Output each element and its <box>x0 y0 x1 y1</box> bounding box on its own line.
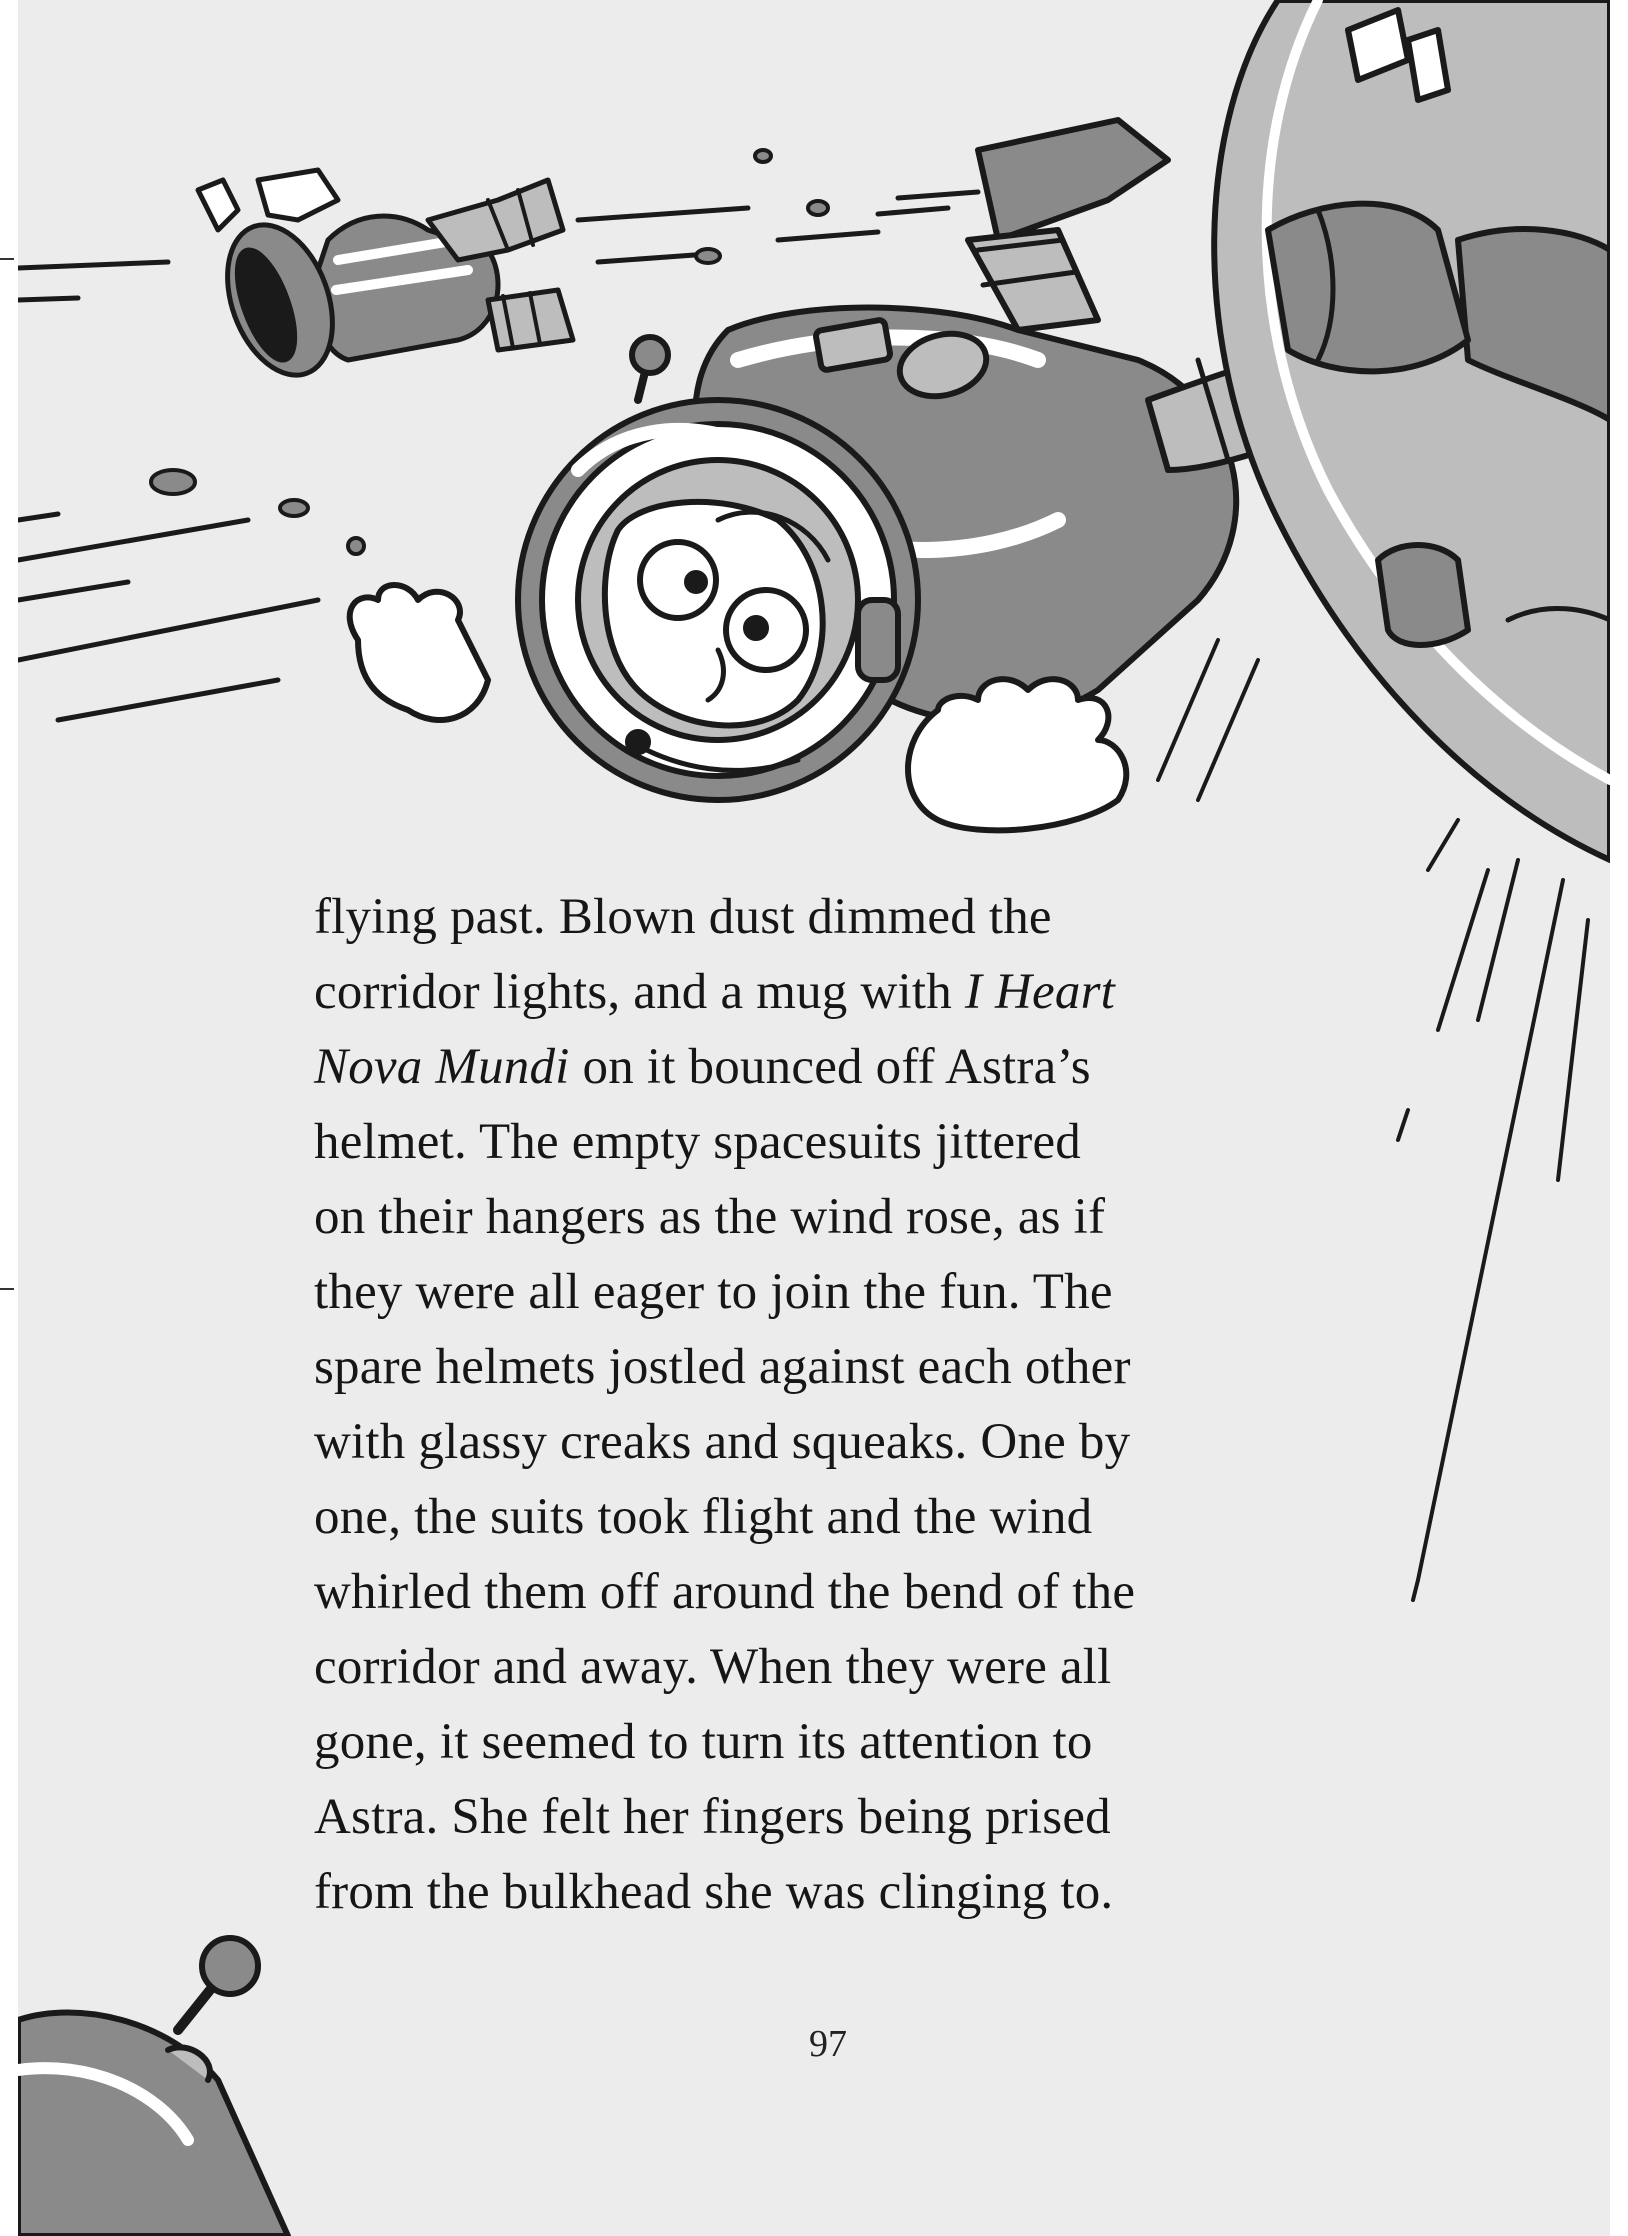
crop-mark-top-left <box>0 258 14 260</box>
text-line: gone, it seemed to turn its attention to <box>314 1714 1093 1770</box>
text-line: whirled them off around the bend of the <box>314 1564 1136 1620</box>
italic-title: I Heart <box>964 964 1115 1020</box>
story-paragraph <box>314 880 1344 1930</box>
text-line: flying past. Blown dust dimmed the <box>314 889 1052 945</box>
text-segment: on it bounced off Astra’s <box>569 1039 1091 1095</box>
text-segment: corridor lights, and a mug with <box>314 964 965 1020</box>
text-line: corridor and away. When they were all <box>314 1639 1112 1695</box>
text-line: from the bulkhead she was clinging to. <box>314 1864 1114 1920</box>
page-number: 97 <box>809 2023 847 2065</box>
text-line: with glassy creaks and squeaks. One by <box>314 1414 1131 1470</box>
text-line: Astra. She felt her fingers being prised <box>314 1789 1111 1845</box>
text-line: on their hangers as the wind rose, as if <box>314 1189 1106 1245</box>
book-page <box>18 0 1610 2236</box>
text-line: spare helmets jostled against each other <box>314 1339 1131 1395</box>
text-line: one, the suits took flight and the wind <box>314 1489 1093 1545</box>
hatch-door <box>1214 0 1610 860</box>
text-line <box>314 955 1344 1030</box>
empty-spacesuit <box>198 170 573 390</box>
text-line <box>314 1030 1344 1105</box>
text-line: they were all eager to join the fun. The <box>314 1264 1113 1320</box>
italic-title: Nova Mundi <box>314 1039 570 1095</box>
text-line: helmet. The empty spacesuits jittered <box>314 1114 1081 1170</box>
crop-mark-bottom-left <box>0 1288 14 1290</box>
robot-corner <box>18 1938 288 2236</box>
